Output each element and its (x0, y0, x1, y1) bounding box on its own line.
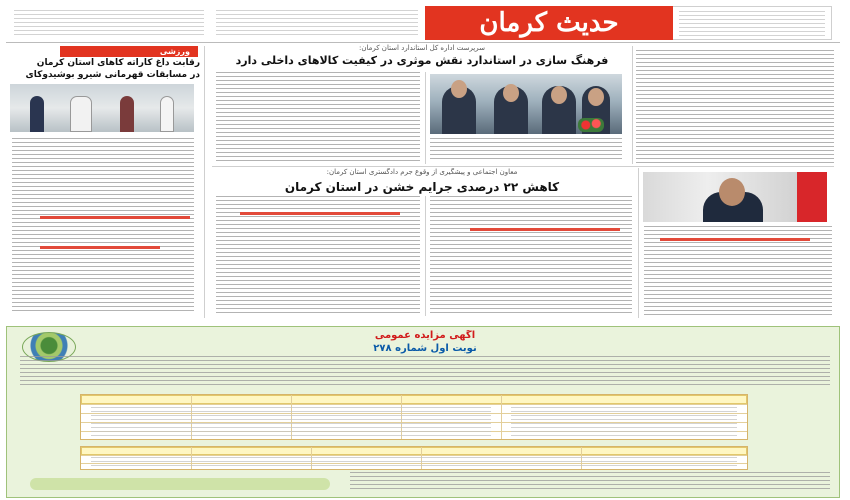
lead-article-text-col2 (216, 72, 420, 164)
lead-column-divider (632, 46, 633, 164)
second-kicker: معاون اجتماعی و پیشگیری از وقوع جرم دادگستری استان کرمان: (326, 168, 518, 176)
ad-intro-text (20, 356, 830, 386)
ad-subtitle: نوبت اول شماره ۲۷۸ (373, 343, 477, 354)
karate-photo (10, 84, 194, 132)
lead-bottom-divider (212, 166, 834, 167)
ad-items-table (80, 394, 748, 440)
ad-footer-bar (30, 478, 330, 490)
lead-article-text-col3 (636, 50, 834, 164)
sport-article-text (12, 138, 194, 314)
lead-kicker: سرپرست اداره کل استاندارد استان کرمان: (359, 44, 485, 52)
second-column-divider (638, 168, 639, 318)
masthead-divider (6, 42, 840, 43)
second-headline: کاهش ۲۲ درصدی جرایم خشن در استان کرمان (284, 180, 560, 194)
ad-title: آگهی مزایده عمومی (374, 330, 476, 341)
judiciary-official-photo (643, 172, 827, 222)
masthead-info-strip (212, 6, 422, 40)
sport-red-subhead-1 (40, 216, 190, 219)
sport-section-tag (60, 46, 198, 57)
standards-meeting-photo (430, 74, 622, 134)
ad-conditions-text (350, 472, 830, 490)
sport-tag-label: ورزشی (159, 47, 190, 56)
ad-second-items-table (80, 446, 748, 470)
sport-headline-line2: در مسابقات قهرمانی شیرو بوشیدوکای (25, 70, 200, 80)
second-red-subhead-3 (660, 238, 810, 241)
second-article-text-col2 (430, 196, 632, 316)
sport-red-subhead-2 (40, 246, 160, 249)
top-left-box (672, 6, 832, 40)
lead-headline: فرهنگ سازی در استاندارد نقش موثری در کیفیت کالاهای داخلی دارد (235, 54, 609, 67)
second-red-subhead-2 (240, 212, 400, 215)
masthead-side-info (10, 6, 208, 40)
sport-headline-line1: رقابت داغ کاراته کاهای استان کرمان (36, 58, 200, 68)
sport-column-divider (204, 46, 205, 318)
masthead-logo: حدیث کرمان (479, 8, 619, 38)
second-red-subhead-1 (470, 228, 620, 231)
lead-inner-divider (425, 72, 426, 164)
lead-article-text-col1 (430, 138, 622, 162)
second-inner-divider (425, 196, 426, 316)
masthead[interactable] (425, 6, 673, 40)
